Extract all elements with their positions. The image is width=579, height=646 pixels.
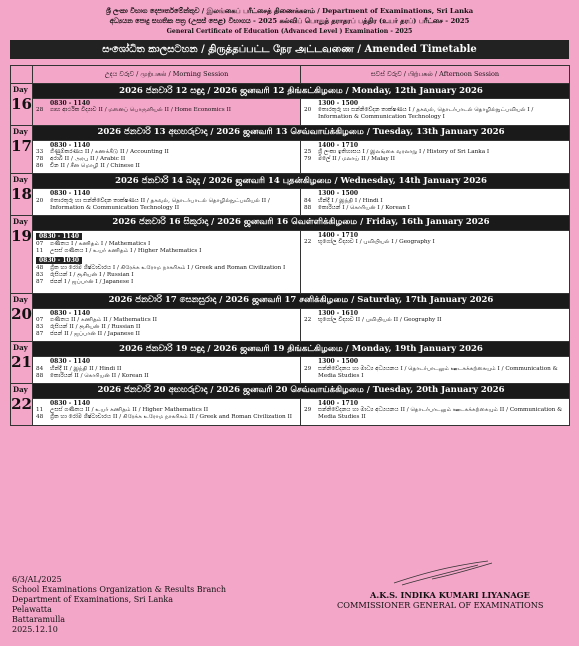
- day-date-row: [11, 84, 570, 99]
- day-number: 22: [11, 394, 32, 413]
- subject-item: [304, 317, 566, 324]
- subject-code: 78: [36, 156, 44, 162]
- subject-name: සන්නිවේදනය හා මාධ්‍ය අධ්‍යයනය II / தொடர்பாடலும் ஊடகக்கற்கையும் II / Communication & Media Studies II: [318, 407, 563, 421]
- subject-item: [304, 239, 566, 246]
- subject-item: [304, 107, 566, 121]
- day-date-row: [11, 293, 570, 308]
- subject-item: [36, 317, 297, 324]
- subject-item: [304, 366, 566, 380]
- subject-item: [304, 149, 566, 156]
- subject-name: හින්දි II / இந்தி II / Hindi II: [50, 365, 122, 372]
- day-number: 18: [11, 185, 32, 204]
- day-label: Day: [13, 294, 28, 304]
- day-date-row: [11, 383, 570, 398]
- session-time: 0830 - 1030: [36, 257, 82, 264]
- day-cell: [11, 125, 33, 174]
- subject-code: 86: [36, 163, 44, 170]
- subject-item: [304, 156, 566, 163]
- subject-code: 07: [36, 316, 44, 323]
- day-number: 16: [11, 95, 32, 113]
- session-time: 0830 - 1140: [50, 358, 91, 366]
- session-time: 1300 - 1610: [318, 309, 359, 317]
- morning-cell: [33, 189, 301, 216]
- day-session-row: [11, 398, 570, 425]
- day-session-row: [11, 99, 570, 126]
- subject-item: [36, 163, 297, 170]
- timetable-title: සංශෝධිත කාලසටහන / திருத்தப்பட்ட நேர அட்டவணை / Amended Timetable: [10, 40, 569, 59]
- subject-code: 22: [304, 316, 312, 323]
- subject-name: අරාබි II / அரபு II / Arabic II: [50, 156, 126, 162]
- day-label: Day: [13, 216, 28, 226]
- morning-session-label: උදය වරුව / முற்பகல் / Morning Session: [33, 66, 301, 84]
- subject-item: [36, 248, 297, 255]
- morning-cell: [33, 357, 301, 384]
- session-time: 0830 - 1140: [50, 100, 91, 107]
- subject-item: [304, 198, 566, 205]
- session-time: 1400 - 1710: [318, 399, 359, 407]
- subject-item: [36, 198, 297, 212]
- morning-cell: [33, 308, 301, 342]
- session-time: 0830 - 1140: [50, 190, 91, 198]
- subject-code: 88: [304, 204, 312, 211]
- subject-code: 84: [36, 365, 44, 372]
- morning-cell: [33, 398, 301, 425]
- subject-item: [36, 149, 297, 156]
- session-time: 0830 - 1140: [50, 141, 91, 149]
- footer-line: Pelawatta: [12, 605, 52, 614]
- subject-name: ගණිතය I / கணிதம் I / Mathematics I: [50, 241, 151, 248]
- session-header-row: [11, 66, 570, 84]
- subject-name: කොරියන් II / கொரியன் II / Korean II: [50, 372, 149, 379]
- date-heading: 2026 ජනවාරි 14 බදාදා / 2026 ஜனவரி 14 புதன்கிழமை / Wednesday, 14th January 2026: [33, 174, 569, 188]
- subject-name: භූගෝල විද්‍යාව II / புவியியல் II / Geography II: [318, 316, 442, 323]
- morning-cell: [33, 140, 301, 174]
- footer-line: 2025.12.10: [12, 625, 58, 634]
- subject-name: චීන II / சீன மொழி II / Chinese II: [50, 163, 140, 170]
- subject-code: 87: [36, 279, 44, 286]
- footer-address: [12, 575, 226, 635]
- day-date-row: [11, 174, 570, 189]
- day-number: 21: [11, 353, 32, 372]
- signature: [392, 559, 502, 589]
- subject-code: 83: [36, 323, 44, 330]
- subject-name: උසස් ගණිතය I / உயர் கணிதம் I / Higher Mathematics I: [50, 248, 202, 255]
- day-session-row: [11, 230, 570, 293]
- commissioner-name: A.K.S. INDIKA KUMARI LIYANAGE: [370, 590, 530, 600]
- day-label: Day: [13, 126, 28, 136]
- day-label: Day: [13, 175, 28, 185]
- afternoon-cell: [301, 189, 570, 216]
- subject-code: 29: [304, 365, 312, 372]
- subject-name: ගෘහ ආර්ථික විද්‍යාව II / மனைப் பொருளியல் II / Home Economics II: [50, 107, 231, 114]
- day-session-row: [11, 308, 570, 342]
- subject-name: තොරතුරු හා සන්නිවේදන තාක්ෂණය I / தகவல், தொடர்பாடல் தொழில்நுட்பவியல் I / Information & Communication Technology I: [318, 107, 534, 121]
- subject-name: හින්දි I / இந்தி I / Hindi I: [318, 197, 383, 204]
- day-number: 17: [11, 136, 32, 155]
- morning-cell: [33, 99, 301, 126]
- subject-item: [36, 414, 297, 421]
- afternoon-cell: [301, 230, 570, 293]
- footer-line: Battaramulla: [12, 615, 66, 624]
- subject-code: 79: [304, 156, 312, 162]
- subject-name: උසස් ගණිතය II / உயர் கணிதம் II / Higher Mathematics II: [50, 407, 209, 414]
- footer-line: Department of Examinations, Sri Lanka: [12, 595, 174, 604]
- subject-code: 29: [304, 407, 312, 414]
- footer-line: School Examinations Organization & Results Branch: [12, 585, 227, 594]
- subject-item: [36, 366, 297, 373]
- day-cell: [11, 84, 33, 126]
- session-time: 1300 - 1500: [318, 190, 359, 198]
- date-heading: 2026 ජනවාරි 20 අඟහරුවාදා / 2026 ஜனவரி 20 செவ்வாய்க்கிழமை / Tuesday, 20th January 2026: [33, 384, 569, 398]
- subject-item: [36, 265, 297, 272]
- day-label: Day: [13, 384, 28, 394]
- afternoon-session-label: සවස් වරුව / பிற்பகல் / Afternoon Session: [301, 66, 570, 84]
- afternoon-cell: [301, 357, 570, 384]
- day-cell: [11, 383, 33, 425]
- session-time: 0830 - 1140: [50, 399, 91, 407]
- day-label: Day: [13, 85, 28, 94]
- date-heading: 2026 ජනවාරි 12 සඳුදා / 2026 ஜனவரி 12 திங்கட்கிழமை / Monday, 12th January 2026: [33, 84, 569, 98]
- subject-item: [36, 279, 297, 286]
- subject-item: [36, 373, 297, 380]
- subject-code: 22: [304, 239, 312, 246]
- subject-name: ගිණුම්කරණය II / கணக்கீடு II / Accounting II: [50, 148, 169, 155]
- session-time: 0830 - 1140: [36, 233, 82, 240]
- subject-code: 11: [36, 248, 44, 255]
- subject-code: 88: [36, 372, 44, 379]
- subject-name: ග්‍රීක හා රෝම ශිෂ්ටාචාරය II / கிரேக்க உரோம நாகரிகம் II / Greek and Roman Civilization II: [50, 414, 292, 421]
- header-line-2: අධ්‍යයන පොදු සහතික පත්‍ර (උසස් පෙළ) විභාගය - 2025 கல்விப் பொதுத் தராதரப் பத்திர (உயர் தரப்) பரீட்சை - 2025: [109, 17, 470, 25]
- day-number: 20: [11, 304, 32, 323]
- subject-name: ජපන් II / ஜப்பான் II / Japanese II: [50, 331, 140, 338]
- subject-code: 84: [304, 197, 312, 204]
- day-date-row: [11, 342, 570, 357]
- day-number: 19: [11, 226, 32, 245]
- subject-code: 33: [36, 148, 44, 155]
- day-cell: [11, 215, 33, 293]
- subject-name: රුසියන් I / ரூசியன் I / Russian I: [50, 272, 134, 278]
- subject-name: රුසියන් II / ரூசியன் II / Russian II: [50, 323, 141, 330]
- header-line-1: ශ්‍රී ලංකා විභාග දෙපාර්තමේන්තුව / இலங்கைப் பரீட்சைத் திணைக்களம் / Department of Examinations, Sri Lanka: [105, 7, 474, 15]
- subject-code: 07: [36, 241, 44, 248]
- timetable: [10, 65, 570, 426]
- subject-item: [304, 205, 566, 212]
- date-heading: 2026 ජනවාරි 17 සෙනසුරාදා / 2026 ஜனவரி 17 சனிக்கிழமை / Saturday, 17th January 2026: [33, 294, 569, 308]
- subject-name: තොරතුරු හා සන්නිවේදන තාක්ෂණය II / தகவல், தொடர்பாடல் தொழில்நுட்பவியல் II / Information & Communication Technology II: [50, 197, 270, 211]
- subject-item: [304, 407, 566, 421]
- afternoon-cell: [301, 398, 570, 425]
- subject-code: 28: [36, 107, 44, 114]
- day-date-row: [11, 125, 570, 140]
- day-cell: [11, 342, 33, 384]
- blank-corner: [11, 66, 33, 84]
- subject-name: මලේ II / மலாய் II / Malay II: [318, 156, 396, 162]
- morning-cell: [33, 230, 301, 293]
- day-date-row: [11, 215, 570, 230]
- subject-name: කොරියන් I / கொரியன் I / Korean I: [318, 204, 410, 211]
- afternoon-cell: [301, 308, 570, 342]
- subject-name: සන්නිවේදනය හා මාධ්‍ය අධ්‍යයනය I / தொடர்பாடலும் ஊடகக்கற்கையும் I / Communication & Media Studies I: [318, 365, 558, 379]
- commissioner-role: COMMISSIONER GENERAL OF EXAMINATIONS: [337, 600, 544, 610]
- date-heading: 2026 ජනවාරි 19 සඳුදා / 2026 ஜனவரி 19 திங்கட்கிழமை / Monday, 19th January 2026: [33, 342, 569, 356]
- subject-code: 20: [36, 197, 44, 204]
- session-time: 1300 - 1500: [318, 358, 359, 366]
- session-time: 1300 - 1500: [318, 100, 359, 107]
- day-session-row: [11, 357, 570, 384]
- day-cell: [11, 293, 33, 342]
- subject-code: 83: [36, 272, 44, 278]
- subject-name: ග්‍රීක හා රෝම ශිෂ්ටාචාරය I / கிரேக்க உரோம நாகரிகம் I / Greek and Roman Civilization I: [50, 264, 286, 271]
- subject-name: ශ්‍රී ලංකා ඉතිහාසය I / இலங்கை வரலாறு I / History of Sri Lanka I: [318, 148, 490, 155]
- day-session-row: [11, 140, 570, 174]
- subject-name: ජපන් I / ஜப்பான் I / Japanese I: [50, 279, 134, 286]
- subject-code: 87: [36, 331, 44, 338]
- day-cell: [11, 174, 33, 216]
- subject-code: 48: [36, 264, 44, 271]
- subject-code: 25: [304, 148, 312, 155]
- subject-code: 20: [304, 107, 312, 114]
- footer-line: 6/3/AL/2025: [12, 575, 62, 584]
- date-heading: 2026 ජනවාරි 16 සිකුරාදා / 2026 ஜனவரி 16 வெள்ளிக்கிழமை / Friday, 16th January 2026: [33, 216, 569, 230]
- subject-name: ගණිතය II / கணிதம் II / Mathematics II: [50, 316, 158, 323]
- date-heading: 2026 ජනවාරි 13 අඟහරුවාදා / 2026 ஜனவரி 13 செவ்வாய்க்கிழமை / Tuesday, 13th January 2026: [33, 126, 569, 140]
- subject-code: 48: [36, 414, 44, 421]
- session-time: 0830 - 1140: [50, 309, 91, 317]
- day-session-row: [11, 189, 570, 216]
- subject-code: 11: [36, 407, 44, 414]
- subject-item: [36, 107, 297, 114]
- subject-name: භූගෝල විද්‍යාව I / புவியியல் I / Geography I: [318, 239, 435, 246]
- afternoon-cell: [301, 99, 570, 126]
- day-label: Day: [13, 343, 28, 353]
- session-time: 1400 - 1710: [318, 231, 359, 239]
- header-line-3: General Certificate of Education (Advanced Level ) Examination - 2025: [166, 28, 413, 35]
- afternoon-cell: [301, 140, 570, 174]
- session-time: 1400 - 1710: [318, 141, 359, 149]
- subject-item: [36, 331, 297, 338]
